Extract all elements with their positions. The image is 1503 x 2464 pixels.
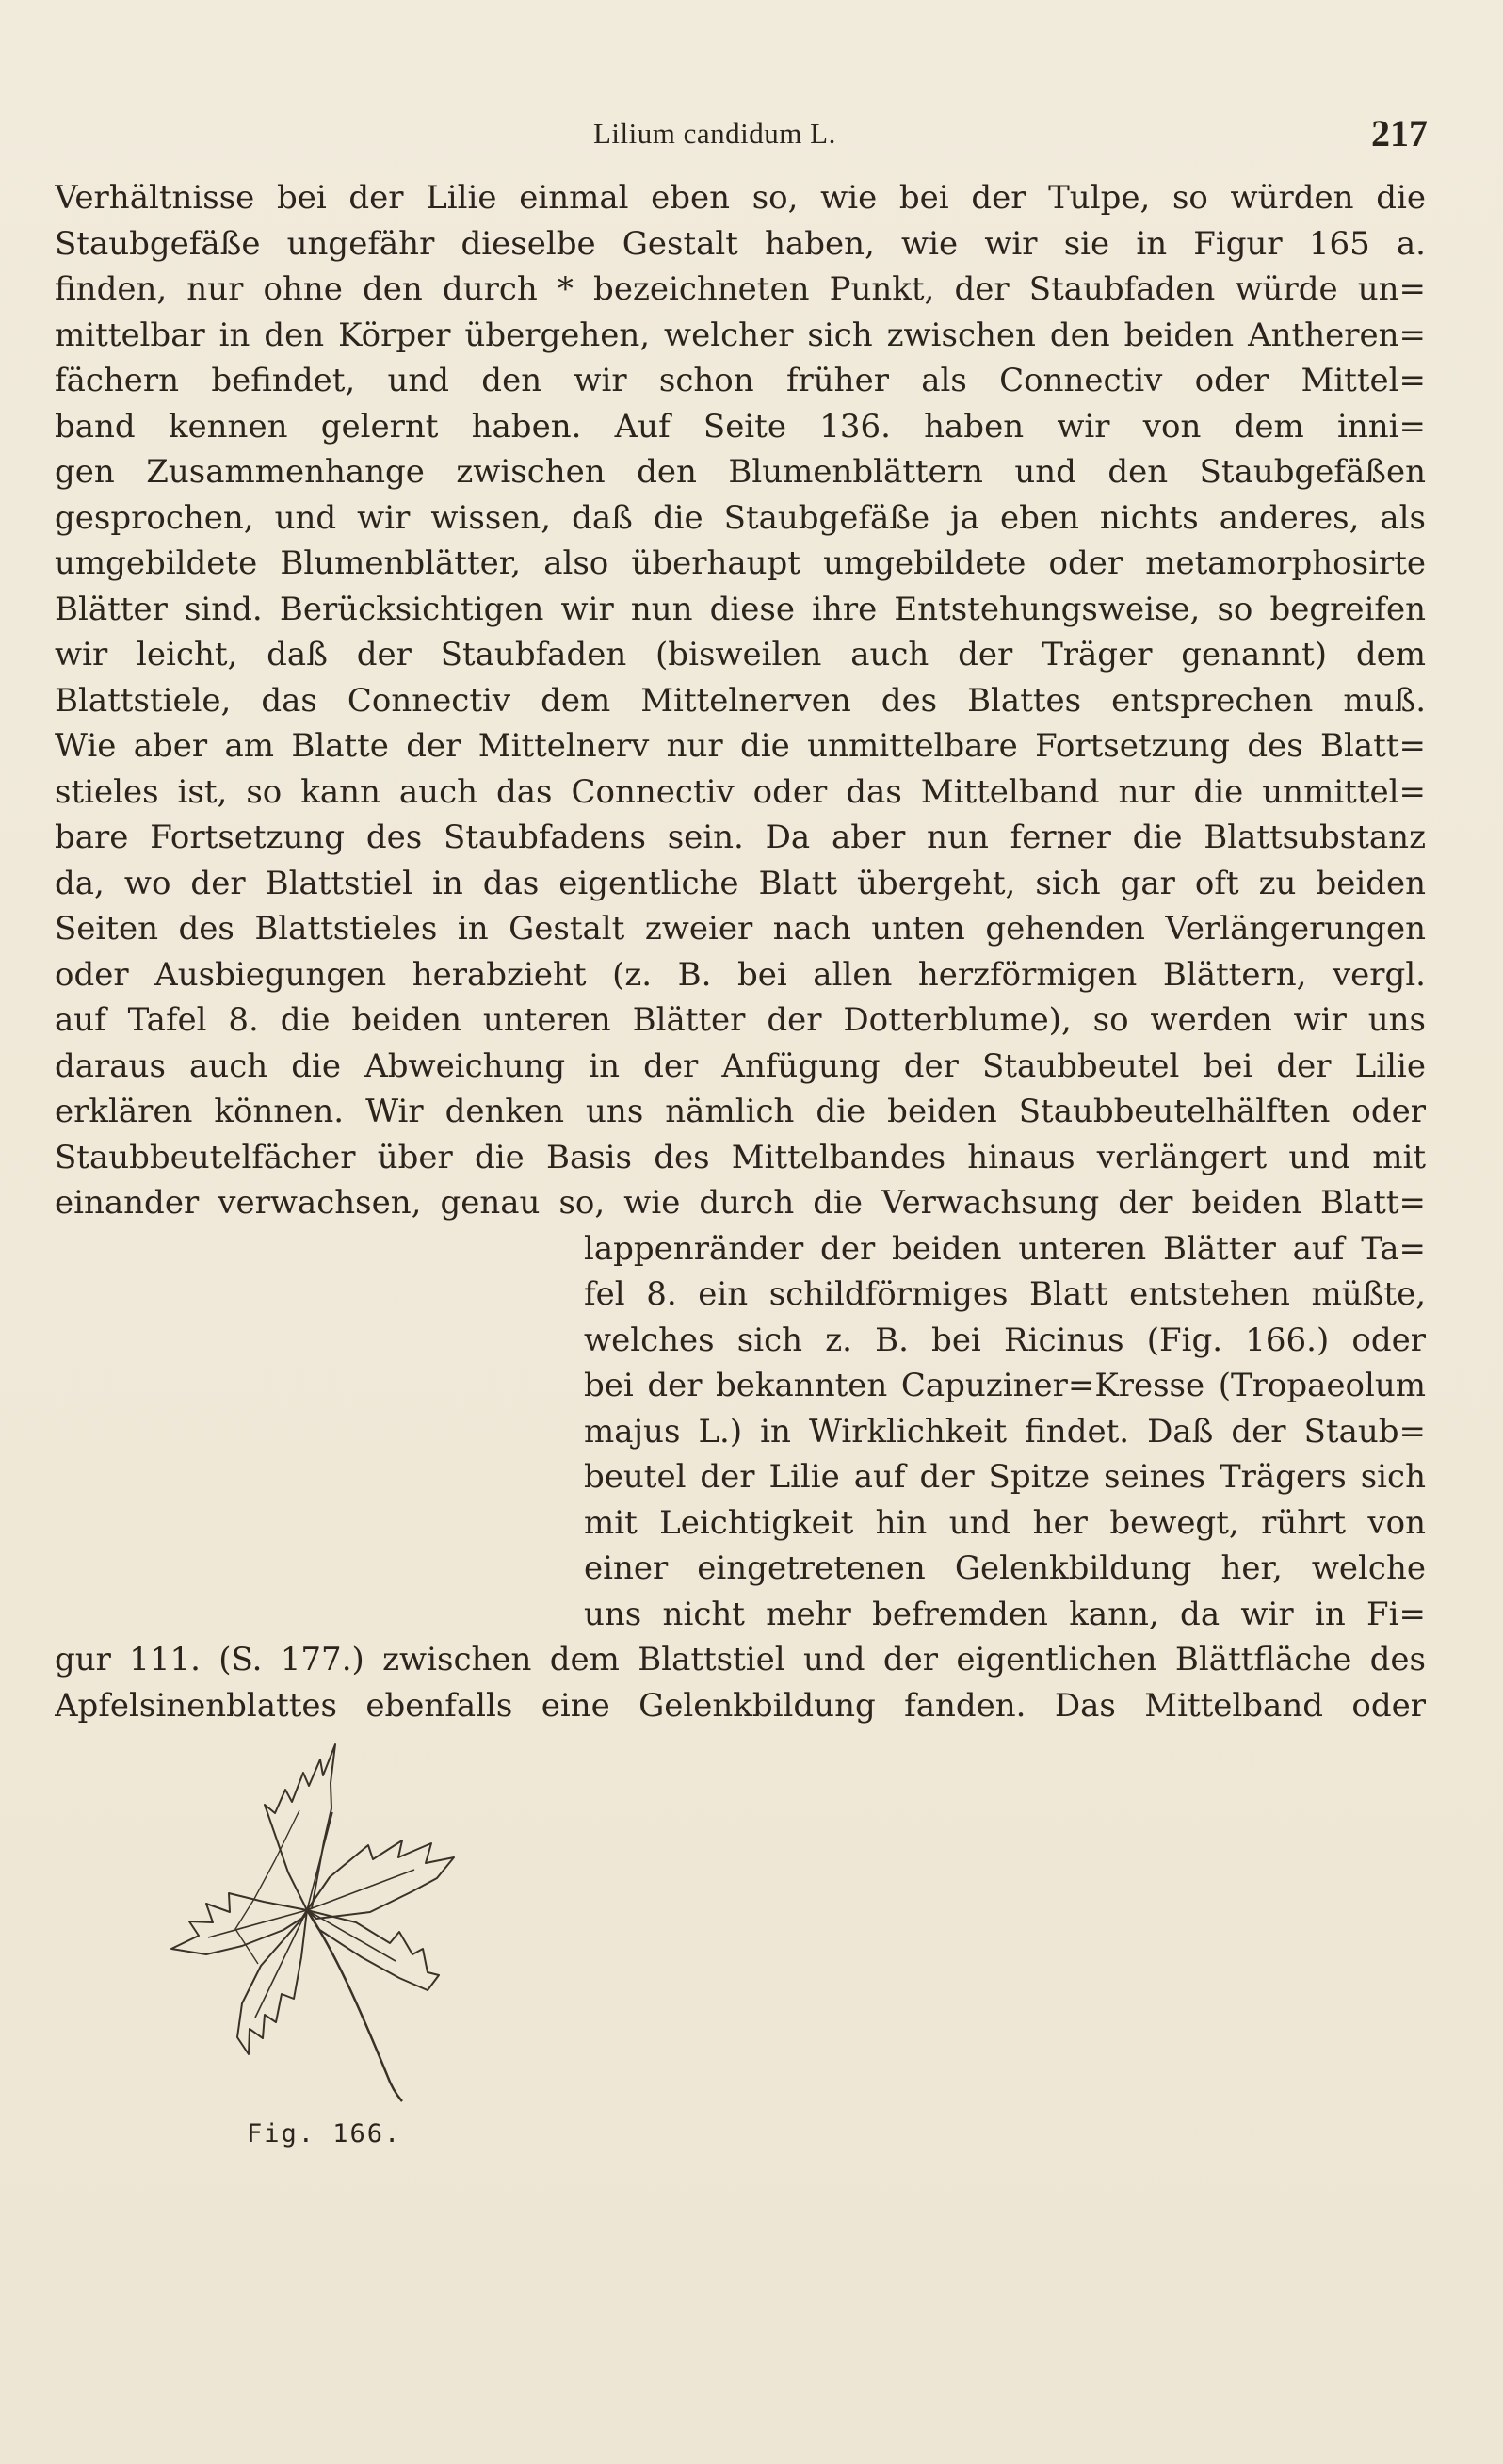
text-line: stieles ist, so kann auch das Connectiv oder das Mittelband nur die unmittel= bbox=[55, 772, 1426, 811]
text-line: bare Fortsetzung des Staubfadens sein. Da aber nun ferner die Blattsubstanz bbox=[55, 819, 1426, 856]
text-line: Blattstiele, das Connectiv dem Mittelnerven des Blattes entsprechen muß. bbox=[55, 681, 1426, 720]
leaf-illustration bbox=[113, 1686, 490, 2148]
running-title: Lilium candidum L. bbox=[593, 117, 836, 150]
text-line: da, wo der Blattstiel in das eigentliche Blatt übergeht, sich gar oft zu beiden bbox=[55, 864, 1426, 902]
text-line: gen Zusammenhange zwischen den Blumenblättern und den Staubgefäßen bbox=[55, 453, 1426, 491]
text-line: daraus auch die Abweichung in der Anfügung der Staubbeutel bei der Lilie bbox=[55, 1046, 1426, 1085]
text-line: umgebildete Blumenblätter, also überhaupt umgebildete oder metamorphosirte bbox=[55, 544, 1426, 582]
text-line: Verhältnisse bei der Lilie einmal eben so, wie bei der Tulpe, so würden die bbox=[55, 179, 1426, 217]
text-line: einer eingetretenen Gelenkbildung her, welche bbox=[584, 1549, 1426, 1587]
text-line: fächern befindet, und den wir schon früher als Connectiv oder Mittel= bbox=[55, 362, 1426, 399]
text-line: majus L.) in Wirklichkeit findet. Daß der Staub= bbox=[584, 1412, 1426, 1451]
text-line: gur 111. (S. 177.) zwischen dem Blattstiel und der eigentlichen Blättfläche des bbox=[55, 1641, 1426, 1678]
text-line: wir leicht, daß der Staubfaden (bisweilen auch der Träger genannt) dem bbox=[55, 636, 1426, 673]
text-line: Staubgefäße ungefähr dieselbe Gestalt haben, wie wir sie in Figur 165 a. bbox=[55, 224, 1426, 263]
text-line: mittelbar in den Körper übergehen, welcher sich zwischen den beiden Antheren= bbox=[55, 316, 1426, 354]
text-line: fel 8. ein schildförmiges Blatt entstehen müßte, bbox=[584, 1275, 1426, 1313]
text-line: Staubbeutelfächer über die Basis des Mittelbandes hinaus verlängert und mit bbox=[55, 1138, 1426, 1176]
text-line: oder Ausbiegungen herabzieht (z. B. bei allen herzförmigen Blättern, vergl. bbox=[55, 955, 1426, 994]
figure-caption: Fig. 166. bbox=[247, 2119, 402, 2148]
text-line: Seiten des Blattstieles in Gestalt zweier nach unten gehenden Verlängerungen bbox=[55, 910, 1426, 948]
text-line: Wie aber am Blatte der Mittelnerv nur die unmittelbare Fortsetzung des Blatt= bbox=[55, 727, 1426, 765]
text-line: gesprochen, und wir wissen, daß die Staubgefäße ja eben nichts anderes, als bbox=[55, 498, 1426, 537]
text-line: band kennen gelernt haben. Auf Seite 136. haben wir von dem inni= bbox=[55, 407, 1426, 446]
text-line: beutel der Lilie auf der Spitze seines Trägers sich bbox=[584, 1458, 1426, 1496]
text-line: Apfelsinenblattes ebenfalls eine Gelenkbildung fanden. Das Mittelband oder bbox=[55, 1686, 1426, 1725]
text-line: Blätter sind. Berücksichtigen wir nun diese ihre Entstehungsweise, so begreifen bbox=[55, 590, 1426, 628]
text-line: lappenränder der beiden unteren Blätter auf Ta= bbox=[584, 1229, 1426, 1268]
text-line: auf Tafel 8. die beiden unteren Blätter der Dotterblume), so werden wir uns bbox=[55, 1001, 1426, 1039]
text-line: welches sich z. B. bei Ricinus (Fig. 166.) oder bbox=[584, 1321, 1426, 1359]
page-number: 217 bbox=[1371, 112, 1428, 154]
text-line: einander verwachsen, genau so, wie durch die Verwachsung der beiden Blatt= bbox=[55, 1184, 1426, 1222]
text-line: uns nicht mehr befremden kann, da wir in Fi= bbox=[584, 1595, 1426, 1633]
text-line: erklären können. Wir denken uns nämlich die beiden Staubbeutelhälften oder bbox=[55, 1093, 1426, 1130]
text-line: finden, nur ohne den durch * bezeichneten Punkt, der Staubfaden würde un= bbox=[55, 270, 1426, 308]
text-line: bei der bekannten Capuziner=Kresse (Tropaeolum bbox=[584, 1367, 1426, 1404]
text-line: mit Leichtigkeit hin und her bewegt, rührt von bbox=[584, 1503, 1426, 1542]
page-header bbox=[57, 111, 1428, 168]
